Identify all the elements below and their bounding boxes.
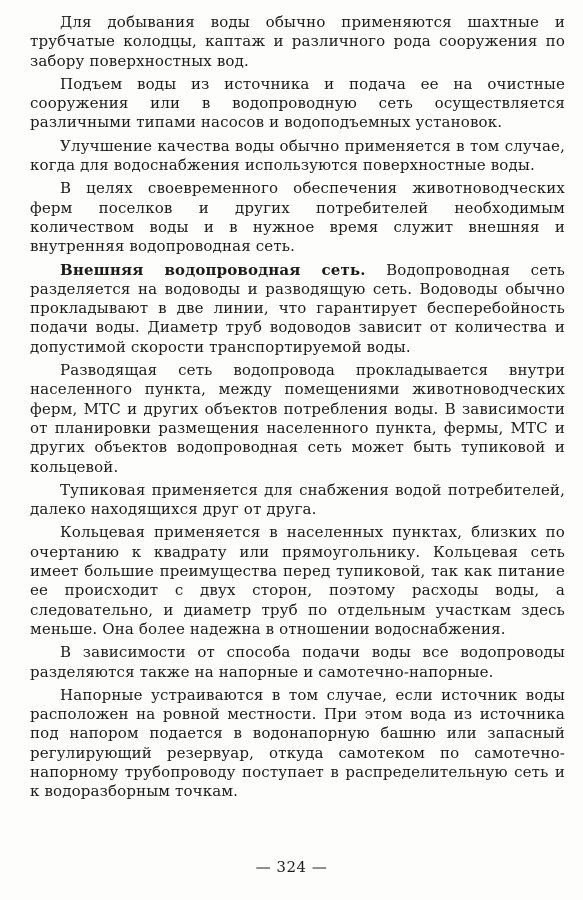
paragraph-text: Подъем воды из источника и подача ее на очистные сооружения или в водопроводную сеть осуществляется различными типами насосов и водоподъемных установок. (30, 74, 565, 132)
paragraph-text: Улучшение качества воды обычно применяется в том случае, когда для водоснабжения используются поверхностные воды. (30, 136, 565, 175)
paragraph-pressure-systems (30, 686, 565, 802)
paragraph-text: Для добывания воды обычно применяются шахтные и трубчатые колодцы, каптаж и различного рода сооружения по забору поверхностных вод. (30, 13, 565, 70)
paragraph-text: В целях своевременного обеспечения животноводческих ферм поселков и других потребителей необходимым количеством воды и в нужное время служит внешняя и внутренняя водопроводная сеть. (30, 179, 565, 256)
paragraph-text: Кольцевая применяется в населенных пунктах, близких по очертанию к квадрату или прямоугольнику. Кольцевая сеть имеет большие преимущества перед тупиковой, так как питание ее происходит с двух сторон, поэтому расходы воды, а следовательно, и диаметр труб по отдельным участкам здесь меньше. Она более надежна в отношении водоснабжения. (30, 523, 565, 638)
paragraph-water-lifting (30, 75, 565, 133)
paragraph-ring-network (30, 523, 565, 639)
paragraph-text: В зависимости от способа подачи воды все водопроводы разделяются также на напорные и самотечно-напорные. (30, 643, 565, 681)
paragraph-text: Водопроводная сеть разделяется на водоводы и разводящую сеть. Водоводы обычно прокладывают в две линии, что гарантирует бесперебойность подачи воды. Диаметр труб водоводов зависит от количества и допустимой скорости транспортируемой воды. (30, 260, 565, 356)
paragraph-external-network (30, 261, 565, 357)
paragraph-water-network (30, 179, 565, 256)
paragraph-supply-methods (30, 643, 565, 682)
paragraph-text: Напорные устраиваются в том случае, если источник воды расположен на ровной местности. При этом вода из источника под напором подается в водонапорную башню или запасный регулирующий резервуар, откуда самотеком по самотечно-напорному трубопроводу поступает в распределительную сеть и к водоразборным точкам. (30, 685, 565, 801)
paragraph-distribution-network (30, 361, 565, 477)
section-heading: Внешняя водопроводная сеть. (60, 260, 366, 279)
page-number: — 324 — (255, 858, 328, 876)
paragraph-water-sources (30, 13, 565, 71)
paragraph-dead-end-network (30, 481, 565, 520)
paragraph-text: Тупиковая применяется для снабжения водой потребителей, далеко находящихся друг от друга. (30, 480, 565, 519)
paragraph-water-quality (30, 137, 565, 176)
paragraph-text: Разводящая сеть водопровода прокладывается внутри населенного пункта, между помещениями животноводческих ферм, МТС и других объектов потребления воды. В зависимости от планировки размещения населенного пункта, фермы, МТС и других объектов водопроводная сеть может быть тупиковой и кольцевой. (30, 361, 565, 476)
